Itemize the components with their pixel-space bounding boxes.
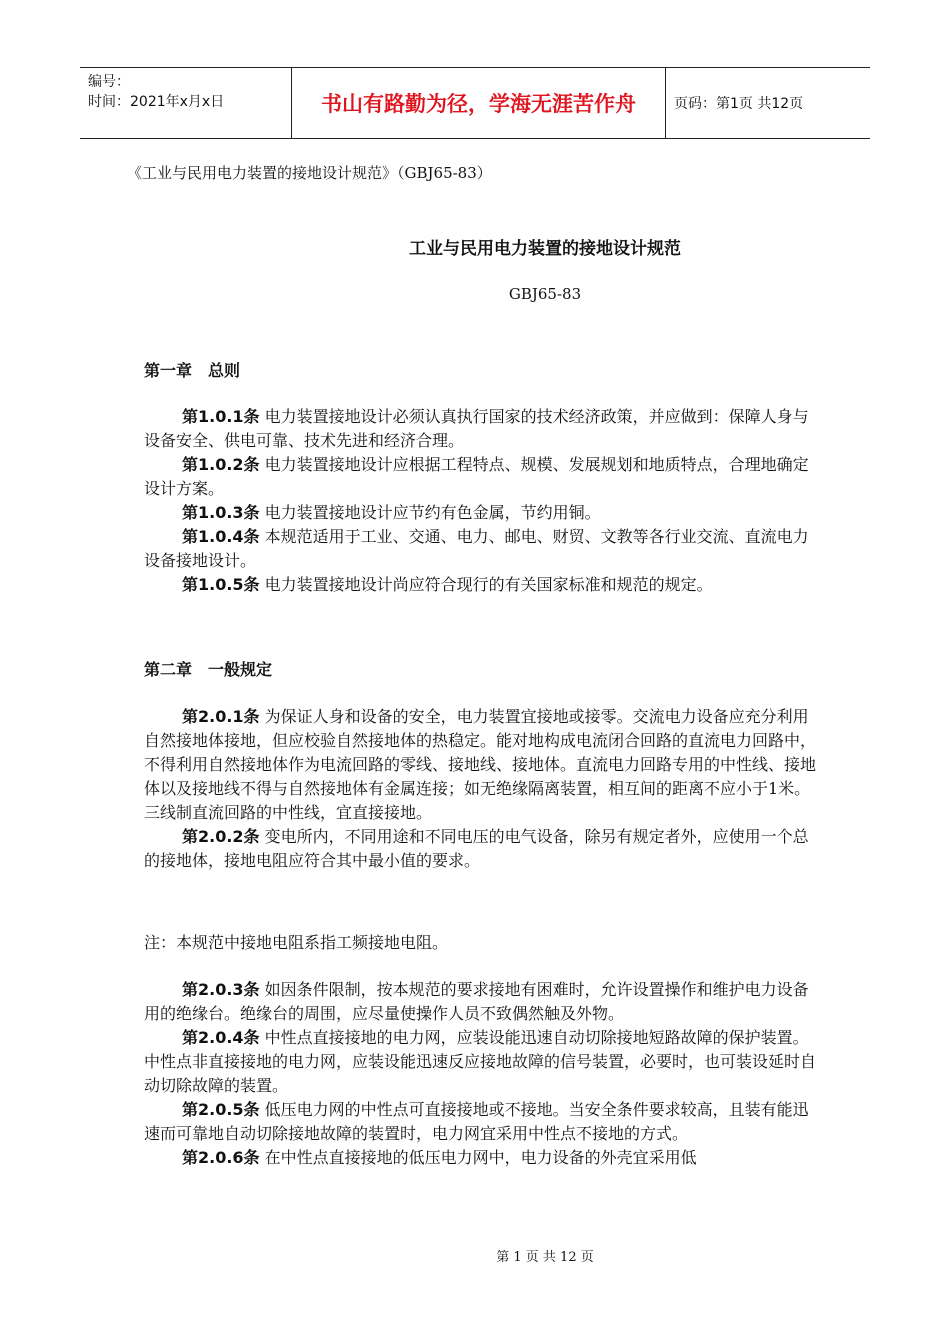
article-paragraph <box>144 705 816 825</box>
article-number: 第1.0.3条 <box>182 503 260 522</box>
article-paragraph <box>144 1146 816 1170</box>
article-text: 电力装置接地设计尚应符合现行的有关国家标准和规范的规定。 <box>259 575 713 594</box>
number-label: 编号： <box>88 74 130 90</box>
article-number: 第1.0.1条 <box>182 407 260 426</box>
header-table <box>80 67 870 139</box>
article-paragraph <box>144 405 816 453</box>
article-paragraph <box>144 573 816 597</box>
article-paragraph <box>144 525 816 573</box>
chapter-2-body-b <box>144 978 816 1170</box>
standard-code: GBJ65-83 <box>508 285 582 303</box>
article-number: 第1.0.5条 <box>182 575 260 594</box>
article-text: 变电所内，不同用途和不同电压的电气设备，除另有规定者外，应使用一个总的接地体，接地电阻应符合其中最小值的要求。 <box>144 827 809 870</box>
article-paragraph <box>144 1098 816 1146</box>
article-text: 为保证人身和设备的安全，电力装置宜接地或接零。交流电力设备应充分利用自然接地体接地，但应校验自然接地体的热稳定。能对地构成电流闭合回路的直流电力回路中，不得利用自然接地体作为电流回路的零线、接地线、接地体。直流电力回路专用的中性线、接地体以及接地线不得与自然接地体有金属连接；如无绝缘隔离装置，相互间的距离不应小于1米。三线制直流回路的中性线，宜直接接地。 <box>144 707 817 822</box>
article-number: 第2.0.2条 <box>182 827 260 846</box>
chapter-1-body <box>144 405 816 597</box>
article-number: 第2.0.3条 <box>182 980 260 999</box>
article-paragraph <box>144 825 816 873</box>
note-text: 注：本规范中接地电阻系指工频接地电阻。 <box>144 933 449 952</box>
time-label: 时间：2021年x月x日 <box>88 94 225 110</box>
article-number: 第2.0.4条 <box>182 1028 260 1047</box>
article-text: 如因条件限制，按本规范的要求接地有困难时，允许设置操作和维护电力设备用的绝缘台。绝缘台的周围，应尽量使操作人员不致偶然触及外物。 <box>144 980 809 1023</box>
article-number: 第1.0.2条 <box>182 455 260 474</box>
article-number: 第2.0.6条 <box>182 1148 260 1167</box>
document-title: 工业与民用电力装置的接地设计规范 <box>409 239 681 259</box>
chapter-1-heading: 第一章 总则 <box>144 361 241 380</box>
article-paragraph <box>144 1026 816 1098</box>
article-paragraph <box>144 501 816 525</box>
article-number: 第2.0.1条 <box>182 707 260 726</box>
header-page-info: 页码：第1页 共12页 <box>674 96 804 112</box>
page-footer: 第 1 页 共 12 页 <box>496 1250 594 1265</box>
article-text: 在中性点直接接地的低压电力网中，电力设备的外壳宜采用低 <box>259 1148 697 1167</box>
article-paragraph <box>144 978 816 1026</box>
header-motto: 书山有路勤为径，学海无涯苦作舟 <box>292 68 666 138</box>
article-text: 电力装置接地设计必须认真执行国家的技术经济政策，并应做到：保障人身与设备安全、供电可靠、技术先进和经济合理。 <box>144 407 809 450</box>
article-number: 第1.0.4条 <box>182 527 260 546</box>
chapter-2-heading: 第二章 一般规定 <box>144 660 273 679</box>
article-text: 低压电力网的中性点可直接接地或不接地。当安全条件要求较高，且装有能迅速而可靠地自动切除接地故障的装置时，电力网宜采用中性点不接地的方式。 <box>144 1100 809 1143</box>
article-paragraph <box>144 453 816 501</box>
article-text: 本规范适用于工业、交通、电力、邮电、财贸、文教等各行业交流、直流电力设备接地设计。 <box>144 527 809 570</box>
article-text: 电力装置接地设计应节约有色金属，节约用铜。 <box>259 503 601 522</box>
document-reference: 《工业与民用电力装置的接地设计规范》（GBJ65-83） <box>127 164 492 182</box>
article-text: 电力装置接地设计应根据工程特点、规模、发展规划和地质特点，合理地确定设计方案。 <box>144 455 809 498</box>
article-text: 中性点直接接地的电力网，应装设能迅速自动切除接地短路故障的保护装置。中性点非直接接地的电力网，应装设能迅速反应接地故障的信号装置，必要时，也可装设延时自动切除故障的装置。 <box>144 1028 817 1095</box>
chapter-2-body-a <box>144 705 816 873</box>
article-number: 第2.0.5条 <box>182 1100 260 1119</box>
header-meta <box>80 68 292 138</box>
